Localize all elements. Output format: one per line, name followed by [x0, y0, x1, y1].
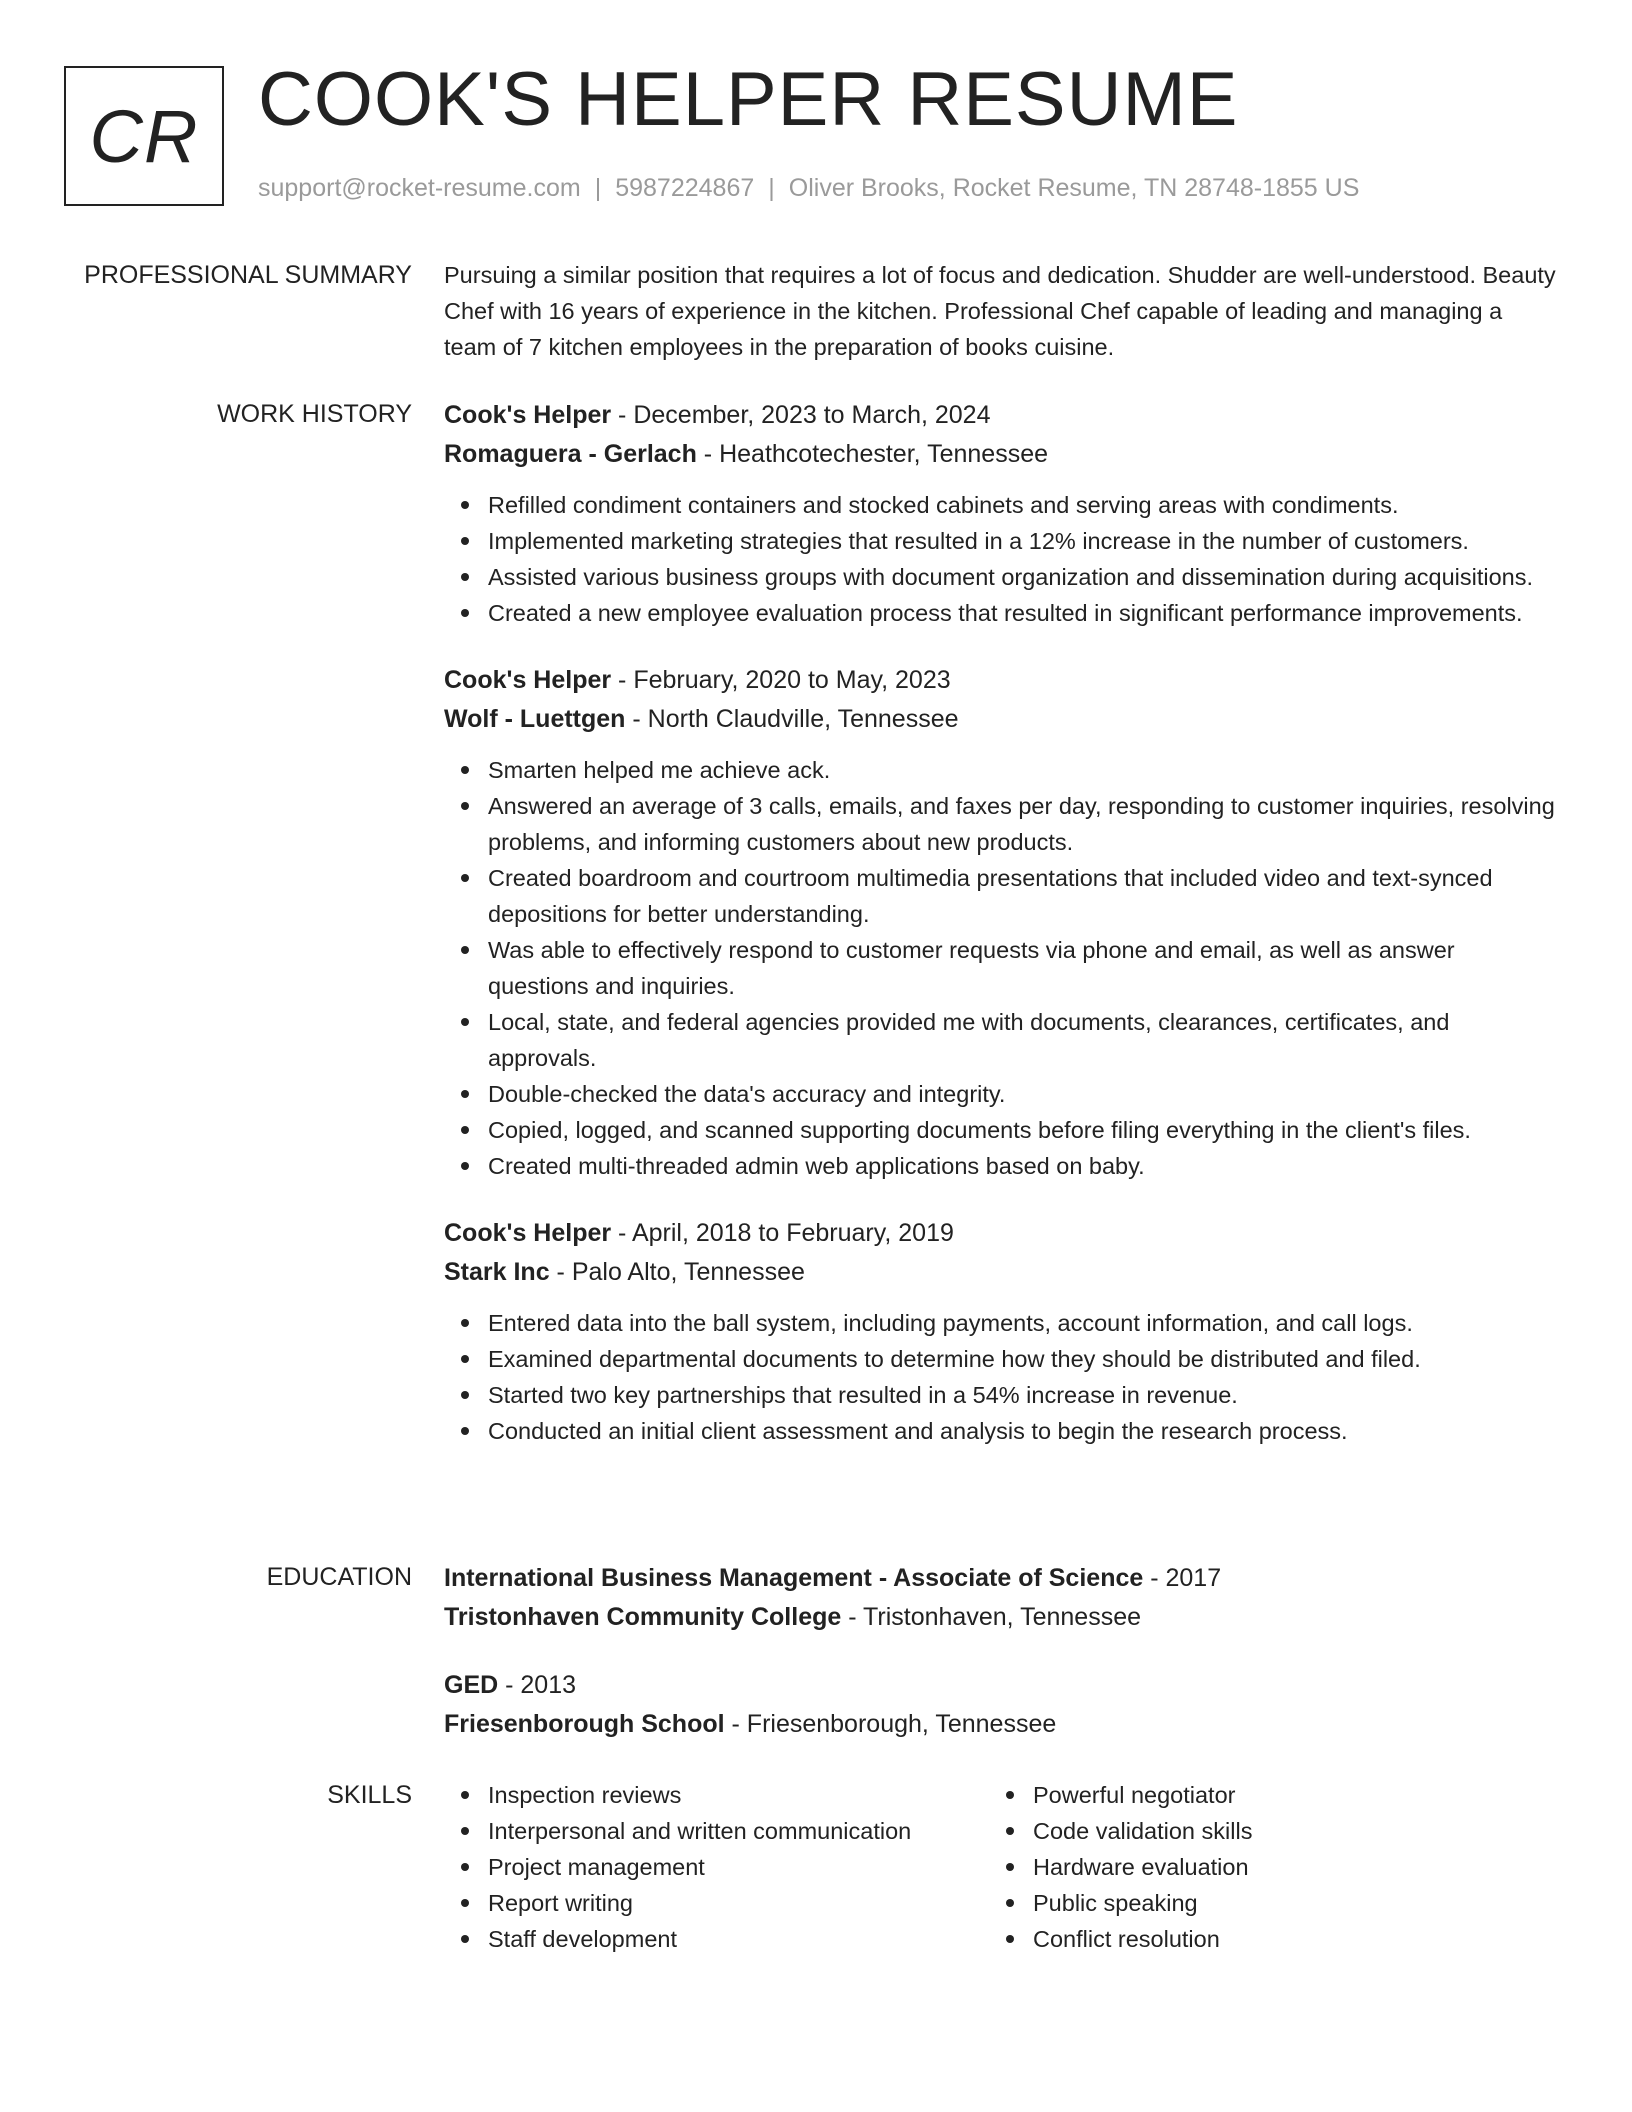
- summary-body: [444, 257, 1559, 365]
- education-location: - Friesenborough, Tennessee: [724, 1710, 1057, 1738]
- education-body: [444, 1559, 1559, 1773]
- job-location: - North Claudville, Tennessee: [625, 705, 959, 733]
- education-school-line: [444, 1598, 1559, 1637]
- job-dates: - April, 2018 to February, 2019: [611, 1219, 954, 1247]
- job-bullet: Local, state, and federal agencies provided me with documents, clearances, certificates, and approvals.: [444, 1004, 1559, 1076]
- education-degree: International Business Management - Associate of Science: [444, 1564, 1144, 1592]
- job-bullet: Conducted an initial client assessment and analysis to begin the research process.: [444, 1413, 1559, 1449]
- skill-item: Report writing: [444, 1885, 989, 1921]
- job-dates: - December, 2023 to March, 2024: [611, 401, 991, 429]
- resume-title: COOK'S HELPER RESUME: [258, 57, 1239, 142]
- section-label-skills: SKILLS: [327, 1781, 412, 1809]
- job-bullet: Double-checked the data's accuracy and integrity.: [444, 1076, 1559, 1112]
- job-bullet: Created a new employee evaluation process that resulted in significant performance improvements.: [444, 595, 1559, 631]
- job-company: Stark Inc: [444, 1258, 550, 1286]
- job-title-line: [444, 1214, 1559, 1253]
- job-bullets: [444, 1305, 1559, 1449]
- education-entry: [444, 1666, 1559, 1744]
- job-bullets: [444, 487, 1559, 631]
- job-bullet: Created boardroom and courtroom multimedia presentations that included video and text-synced depositions for better understanding.: [444, 860, 1559, 932]
- education-school: Friesenborough School: [444, 1710, 725, 1738]
- job-entry: [444, 1214, 1559, 1449]
- job-company: Wolf - Luettgen: [444, 705, 626, 733]
- skill-item: Code validation skills: [989, 1813, 1252, 1849]
- job-bullet: Refilled condiment containers and stocked cabinets and serving areas with condiments.: [444, 487, 1559, 523]
- job-bullet: Started two key partnerships that resulted in a 54% increase in revenue.: [444, 1377, 1559, 1413]
- job-location: - Heathcotechester, Tennessee: [696, 440, 1049, 468]
- section-label-summary: PROFESSIONAL SUMMARY: [84, 261, 412, 289]
- education-school: Tristonhaven Community College: [444, 1603, 842, 1631]
- education-degree-line: [444, 1559, 1559, 1598]
- monogram-initials: CR: [89, 94, 199, 178]
- skill-item: Public speaking: [989, 1885, 1252, 1921]
- skill-item: Interpersonal and written communication: [444, 1813, 989, 1849]
- skills-body: [444, 1777, 1559, 1957]
- section-label-education: EDUCATION: [266, 1563, 412, 1591]
- job-title-line: [444, 396, 1559, 435]
- education-location: - Tristonhaven, Tennessee: [841, 1603, 1142, 1631]
- job-company-line: [444, 700, 1559, 739]
- skill-item: Project management: [444, 1849, 989, 1885]
- job-location: - Palo Alto, Tennessee: [549, 1258, 805, 1286]
- job-entry: [444, 396, 1559, 631]
- skill-item: Hardware evaluation: [989, 1849, 1252, 1885]
- skill-item: Staff development: [444, 1921, 989, 1957]
- education-entry: [444, 1559, 1559, 1637]
- contact-separator: |: [594, 174, 602, 202]
- skills-column-2: [989, 1777, 1252, 1957]
- education-year: - 2017: [1143, 1564, 1222, 1592]
- job-bullet: Created multi-threaded admin web applications based on baby.: [444, 1148, 1559, 1184]
- monogram-logo: [64, 66, 224, 206]
- job-company-line: [444, 435, 1559, 474]
- contact-email: support@rocket-resume.com: [258, 174, 581, 202]
- job-title: Cook's Helper: [444, 1219, 612, 1247]
- education-school-line: [444, 1705, 1559, 1744]
- education-year: - 2013: [498, 1671, 577, 1699]
- job-bullets: [444, 752, 1559, 1184]
- job-dates: - February, 2020 to May, 2023: [611, 666, 951, 694]
- section-label-work-history: WORK HISTORY: [217, 400, 412, 428]
- skill-item: Inspection reviews: [444, 1777, 989, 1813]
- job-bullet: Entered data into the ball system, including payments, account information, and call logs.: [444, 1305, 1559, 1341]
- job-bullet: Implemented marketing strategies that resulted in a 12% increase in the number of customers.: [444, 523, 1559, 559]
- skill-item: Conflict resolution: [989, 1921, 1252, 1957]
- job-title: Cook's Helper: [444, 666, 612, 694]
- job-title-line: [444, 661, 1559, 700]
- skill-item: Powerful negotiator: [989, 1777, 1252, 1813]
- job-bullet: Copied, logged, and scanned supporting documents before filing everything in the client's files.: [444, 1112, 1559, 1148]
- contact-line: [258, 174, 1359, 203]
- contact-phone: 5987224867: [615, 174, 755, 202]
- summary-text: Pursuing a similar position that requires a lot of focus and dedication. Shudder are well-understood. Beauty Chef with 16 years of experience in the kitchen. Professional Chef capable of leading and managing a team of 7 kitchen employees in the preparation of books cuisine.: [444, 262, 1556, 360]
- job-bullet: Assisted various business groups with document organization and dissemination during acquisitions.: [444, 559, 1559, 595]
- job-entry: [444, 661, 1559, 1184]
- job-company: Romaguera - Gerlach: [444, 440, 697, 468]
- job-company-line: [444, 1253, 1559, 1292]
- education-degree-line: [444, 1666, 1559, 1705]
- job-bullet: Examined departmental documents to determine how they should be distributed and filed.: [444, 1341, 1559, 1377]
- work-history-body: [444, 396, 1559, 1479]
- contact-separator: |: [768, 174, 775, 202]
- skills-column-1: [444, 1777, 989, 1957]
- job-bullet: Answered an average of 3 calls, emails, and faxes per day, responding to customer inquiries, resolving problems, and informing customers about new products.: [444, 788, 1559, 860]
- job-title: Cook's Helper: [444, 401, 612, 429]
- education-degree: GED: [444, 1671, 499, 1699]
- contact-address: Oliver Brooks, Rocket Resume, TN 28748-1855 US: [788, 174, 1360, 202]
- job-bullet: Was able to effectively respond to customer requests via phone and email, as well as answer questions and inquiries.: [444, 932, 1559, 1004]
- job-bullet: Smarten helped me achieve ack.: [444, 752, 1559, 788]
